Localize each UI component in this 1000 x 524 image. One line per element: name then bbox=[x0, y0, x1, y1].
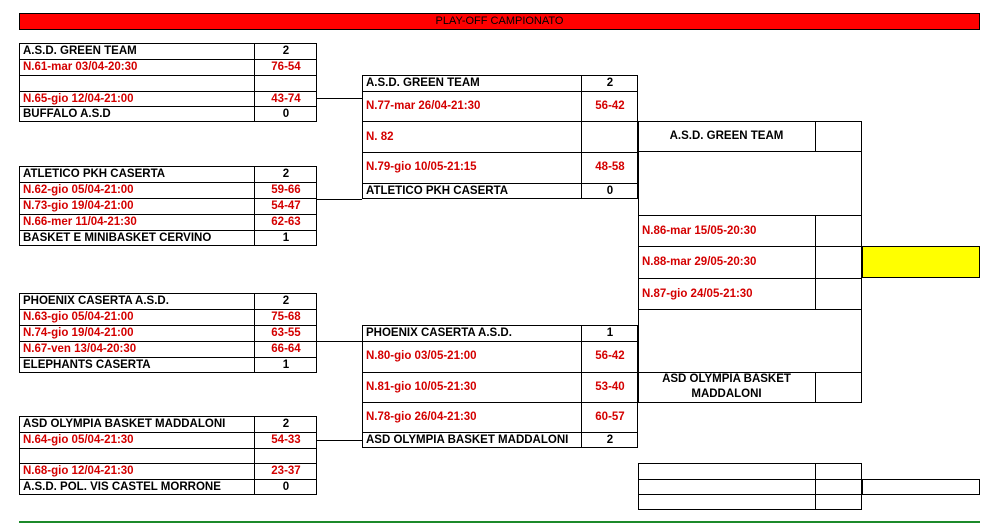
game-label: N. 82 bbox=[366, 131, 394, 143]
game-score: 60-57 bbox=[595, 411, 625, 423]
team-b-name: ASD OLYMPIA BASKET MADDALONI bbox=[366, 434, 569, 446]
game-score: 56-42 bbox=[595, 350, 625, 362]
team-b-name: BASKET E MINIBASKET CERVINO bbox=[23, 232, 212, 244]
final-game-label: N.87-gio 24/05-21:30 bbox=[642, 288, 753, 300]
team-b-wins: 1 bbox=[282, 232, 290, 244]
team-a-name: PHOENIX CASERTA A.S.D. bbox=[23, 295, 169, 307]
game-label: N.62-gio 05/04-21:00 bbox=[23, 184, 134, 196]
team-a-wins: 2 bbox=[282, 418, 290, 430]
final-team-b-line1: ASD OLYMPIA BASKET bbox=[662, 373, 791, 385]
game-label: N.73-gio 19/04-21:00 bbox=[23, 200, 134, 212]
team-b-name: A.S.D. POL. VIS CASTEL MORRONE bbox=[23, 481, 221, 493]
game-score: 66-64 bbox=[271, 343, 301, 355]
game-label: N.65-gio 12/04-21:00 bbox=[23, 93, 134, 105]
game-score: 63-55 bbox=[271, 327, 301, 339]
final-game-label: N.86-mar 15/05-20:30 bbox=[642, 225, 757, 237]
bracket-connector bbox=[317, 341, 362, 342]
game-score: 54-47 bbox=[271, 200, 301, 212]
team-a-name: ATLETICO PKH CASERTA bbox=[23, 168, 166, 180]
game-label: N.68-gio 12/04-21:30 bbox=[23, 465, 134, 477]
game-score: 75-68 bbox=[271, 311, 301, 323]
team-b-name: BUFFALO A.S.D bbox=[23, 108, 111, 120]
team-b-wins: 0 bbox=[282, 481, 290, 493]
team-b-wins: 0 bbox=[606, 185, 614, 197]
game-score: 53-40 bbox=[595, 381, 625, 393]
team-b-wins: 1 bbox=[282, 359, 290, 371]
team-a-wins: 2 bbox=[282, 45, 290, 57]
team-a-wins: 2 bbox=[606, 77, 614, 89]
game-label: N.66-mer 11/04-21:30 bbox=[23, 216, 137, 228]
final-game-label: N.88-mar 29/05-20:30 bbox=[642, 256, 757, 268]
game-score: 56-42 bbox=[595, 100, 625, 112]
game-label: N.80-gio 03/05-21:00 bbox=[366, 350, 477, 362]
team-b-wins: 0 bbox=[282, 108, 290, 120]
team-a-wins: 2 bbox=[282, 168, 290, 180]
team-a-name: A.S.D. GREEN TEAM bbox=[366, 77, 480, 89]
champion-cell bbox=[862, 246, 980, 278]
game-label: N.67-ven 13/04-20:30 bbox=[23, 343, 137, 355]
game-label: N.78-gio 26/04-21:30 bbox=[366, 411, 477, 423]
third-place-result-cell bbox=[862, 479, 980, 495]
final-team-a: A.S.D. GREEN TEAM bbox=[669, 130, 784, 142]
team-a-wins: 2 bbox=[282, 295, 290, 307]
team-a-name: PHOENIX CASERTA A.S.D. bbox=[366, 327, 512, 339]
bracket-connector bbox=[317, 440, 362, 441]
bracket-connector bbox=[317, 199, 362, 200]
game-label: N.81-gio 10/05-21:30 bbox=[366, 381, 477, 393]
team-a-name: A.S.D. GREEN TEAM bbox=[23, 45, 137, 57]
team-b-name: ATLETICO PKH CASERTA bbox=[366, 185, 509, 197]
game-label: N.61-mar 03/04-20:30 bbox=[23, 61, 138, 73]
game-label: N.63-gio 05/04-21:00 bbox=[23, 311, 134, 323]
game-label: N.64-gio 05/04-21:30 bbox=[23, 434, 134, 446]
page-title: PLAY-OFF CAMPIONATO bbox=[19, 13, 980, 30]
game-score: 59-66 bbox=[271, 184, 301, 196]
team-a-wins: 1 bbox=[606, 327, 614, 339]
game-label: N.77-mar 26/04-21:30 bbox=[366, 100, 481, 112]
bottom-rule bbox=[19, 521, 980, 523]
game-score: 62-63 bbox=[271, 216, 301, 228]
game-score: 54-33 bbox=[271, 434, 301, 446]
game-score: 76-54 bbox=[271, 61, 301, 73]
team-a-name: ASD OLYMPIA BASKET MADDALONI bbox=[23, 418, 226, 430]
team-b-name: ELEPHANTS CASERTA bbox=[23, 359, 151, 371]
game-score: 48-58 bbox=[595, 161, 625, 173]
final-team-b-line2: MADDALONI bbox=[691, 388, 762, 400]
game-score: 23-37 bbox=[271, 465, 301, 477]
game-label: N.74-gio 19/04-21:00 bbox=[23, 327, 134, 339]
game-label: N.79-gio 10/05-21:15 bbox=[366, 161, 477, 173]
bracket-connector bbox=[317, 98, 362, 99]
team-b-wins: 2 bbox=[606, 434, 614, 446]
bracket-connector bbox=[638, 152, 639, 372]
match-frame bbox=[362, 75, 638, 199]
third-place-box bbox=[638, 463, 862, 510]
game-score: 43-74 bbox=[271, 93, 301, 105]
